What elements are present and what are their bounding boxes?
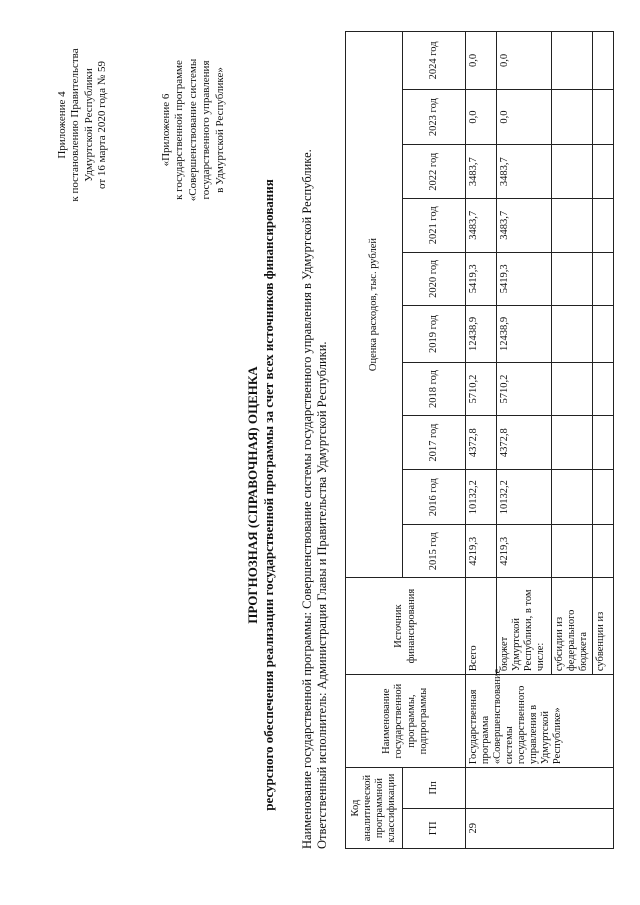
header-pp: Пп [403,768,466,808]
header-year: 2016 год [403,469,466,525]
appendix-6-line: «Совершенствование системы [186,58,199,202]
value-cell [593,416,614,470]
value-cell: 0,0 [497,89,552,145]
value-cell [593,306,614,363]
appendix-6-line: государственного управления [200,60,213,200]
header-year: 2017 год [403,416,466,470]
value-cell: 4219,3 [497,525,552,578]
value-cell: 0,0 [466,89,497,145]
appendix-4-line: Удмуртской Республики [82,68,95,182]
responsible-executor: Ответственный исполнитель: Администрация Главы и Правительства Удмуртской Республики. [315,341,330,849]
pp-code-cell [466,768,614,808]
value-cell: 5419,3 [466,252,497,306]
appendix-6-line: в Удмуртской Республике» [213,67,226,193]
value-cell: 5419,3 [497,252,552,306]
header-source: Источник финансирования [346,578,466,675]
value-cell: 10132,2 [466,469,497,525]
source-label: бюджет Удмуртской Республики, в том числе: [497,578,552,675]
resource-table [345,31,614,849]
appendix-6-line: «Приложение 6 [160,93,172,167]
value-cell: 4372,8 [466,416,497,470]
header-gp: ГП [403,808,466,848]
value-cell [552,306,593,363]
value-cell [552,469,593,525]
appendix-4-line: к постановлению Правительства [69,48,82,202]
value-cell [552,89,593,145]
table-row [466,32,497,849]
source-label: субвенции из [593,578,614,675]
appendix-4-line: Приложение 4 [56,91,68,159]
value-cell [593,89,614,145]
value-cell [593,145,614,199]
value-cell [593,525,614,578]
program-name: Наименование государственной программы: Совершенствование системы государственного управления в Удмуртской Республике. [300,149,314,849]
value-cell: 12438,9 [497,306,552,363]
gp-code-cell: 29 [466,808,614,848]
value-cell [552,252,593,306]
value-cell: 5710,2 [466,362,497,416]
source-label: субсидии из федерального бюджета [552,578,593,675]
value-cell [593,252,614,306]
value-cell: 4372,8 [497,416,552,470]
value-cell: 4219,3 [466,525,497,578]
header-year: 2018 год [403,362,466,416]
value-cell [552,525,593,578]
header-year: 2019 год [403,306,466,363]
header-year: 2015 год [403,525,466,578]
value-cell [593,32,614,90]
document-title [245,125,277,865]
header-year: 2023 год [403,89,466,145]
appendix-6-header [160,20,227,240]
header-row-1 [346,32,403,849]
header-name: Наименование государственной программы, подпрограммы [346,675,466,768]
title-line-1: ПРОГНОЗНАЯ (СПРАВОЧНАЯ) ОЦЕНКА [245,366,260,624]
program-meta [300,89,331,849]
source-label: Всего [466,578,497,675]
header-year: 2024 год [403,32,466,90]
value-cell: 0,0 [497,32,552,90]
value-cell [593,469,614,525]
value-cell: 3483,7 [466,198,497,252]
value-cell: 12438,9 [466,306,497,363]
value-cell: 5710,2 [497,362,552,416]
header-estimate: Оценка расходов, тыс. рублей [346,32,403,578]
value-cell [552,145,593,199]
value-cell [593,362,614,416]
value-cell [552,32,593,90]
header-year: 2022 год [403,145,466,199]
value-cell: 3483,7 [497,145,552,199]
program-name-cell: Государственная программа «Совершенствование системы государственного управления в Удмуртской Республике» [466,675,614,768]
header-code: Код аналитической программной классификации [346,768,403,849]
appendix-4-header [56,25,110,225]
value-cell [552,198,593,252]
value-cell: 3483,7 [497,198,552,252]
value-cell: 0,0 [466,32,497,90]
title-line-2: ресурсного обеспечения реализации государственной программы за счет всех источников финансирования [260,179,276,811]
value-cell: 3483,7 [466,145,497,199]
appendix-4-line: от 16 марта 2020 года № 59 [96,61,109,190]
appendix-6-line: к государственной программе [173,60,186,200]
value-cell [552,416,593,470]
header-year: 2020 год [403,252,466,306]
value-cell [593,198,614,252]
value-cell [552,362,593,416]
value-cell: 10132,2 [497,469,552,525]
header-year: 2021 год [403,198,466,252]
